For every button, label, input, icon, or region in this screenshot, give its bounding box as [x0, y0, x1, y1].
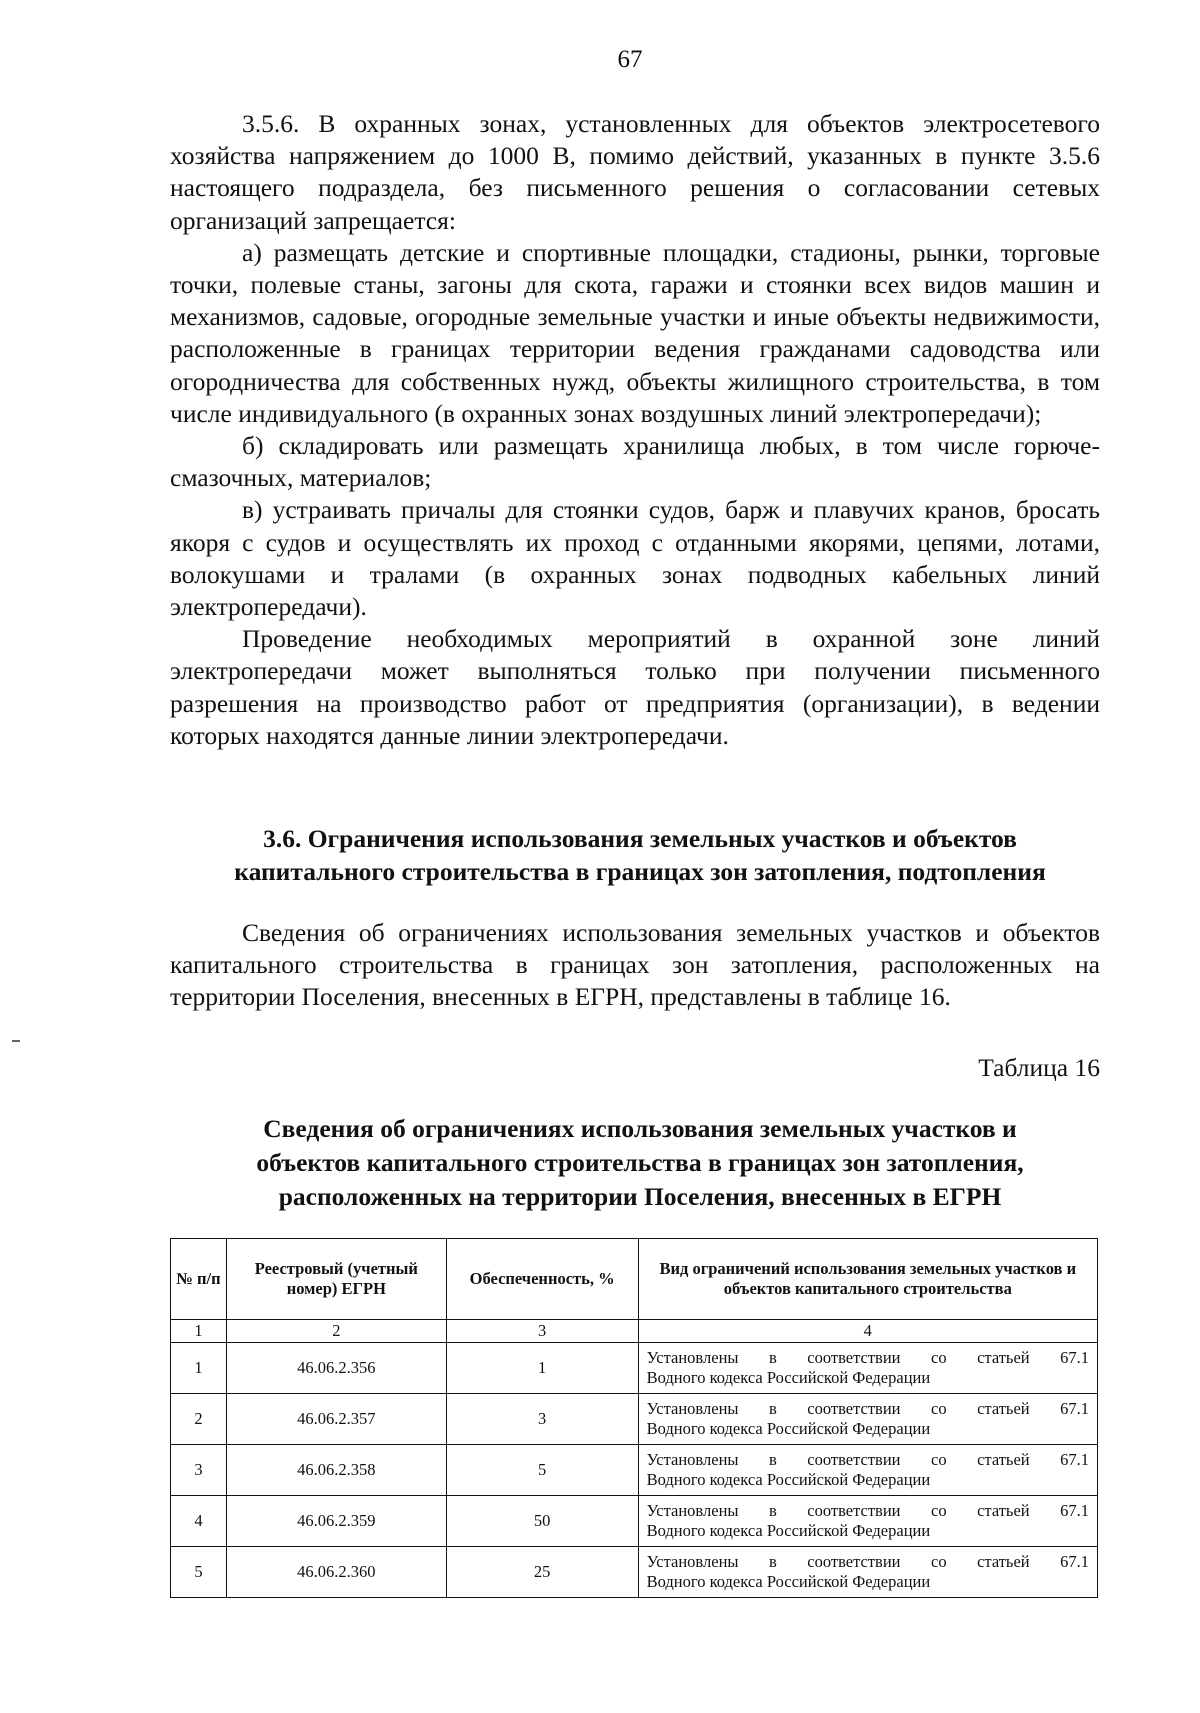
intro-text	[170, 108, 1100, 752]
table-row	[171, 1547, 1098, 1598]
table-row	[171, 1394, 1098, 1445]
section-heading-line: капитального строительства в границах зон затопления, подтопления	[234, 857, 1046, 886]
list-item-c: в) устраивать причалы для стоянки судов, барж и плавучих кранов, бросать якоря с судов и осуществлять их проход с отданными якорями, цепями, лотами, волокушами и тралами (в охранных зонах подводных кабельных линий электропередачи).	[170, 495, 1100, 622]
restrictions-table	[170, 1238, 1098, 1598]
cell-probability: 3	[446, 1394, 638, 1445]
header-probability: Обеспеченность, %	[446, 1239, 638, 1320]
restriction-text-line: Водного кодекса Российской Федерации	[646, 1521, 931, 1540]
cell-registry-number: 46.06.2.358	[226, 1445, 446, 1496]
cell-registry-number: 46.06.2.360	[226, 1547, 446, 1598]
cell-restriction-kind	[638, 1496, 1097, 1547]
section-text	[170, 917, 1100, 1014]
table-row	[171, 1496, 1098, 1547]
restriction-text-line: Водного кодекса Российской Федерации	[646, 1368, 931, 1387]
table-header-row	[171, 1239, 1098, 1320]
table-row	[171, 1445, 1098, 1496]
scan-margin-mark	[12, 1040, 20, 1042]
table-label: Таблица 16	[978, 1053, 1100, 1082]
table-title-line: расположенных на территории Поселения, внесенных в ЕГРН	[278, 1182, 1002, 1211]
cell-restriction-kind	[638, 1547, 1097, 1598]
restriction-text-line: Установлены в соответствии со статьей 67.1	[646, 1450, 1089, 1469]
cell-num: 3	[171, 1445, 227, 1496]
restriction-text-line: Водного кодекса Российской Федерации	[646, 1470, 931, 1489]
table-title-line: объектов капитального строительства в границах зон затопления,	[256, 1148, 1024, 1177]
header-registry-number: Реестровый (учетный номер) ЕГРН	[226, 1239, 446, 1320]
column-number: 1	[171, 1320, 227, 1343]
cell-probability: 5	[446, 1445, 638, 1496]
paragraph-table-reference: Сведения об ограничениях использования земельных участков и объектов капитального строительства в границах зон затопления, расположенных на территории Поселения, внесенных в ЕГРН, представлены в таблице 16.	[170, 918, 1100, 1012]
header-restriction-kind: Вид ограничений использования земельных участков и объектов капитального строительства	[638, 1239, 1097, 1320]
paragraph-works-permit: Проведение необходимых мероприятий в охранной зоне линий электропередачи может выполняться только при получении письменного разрешения на производство работ от предприятия (организации), в ведении которых находятся данные линии электропередачи.	[170, 624, 1100, 750]
column-number: 2	[226, 1320, 446, 1343]
restriction-text-line: Установлены в соответствии со статьей 67.1	[646, 1348, 1089, 1367]
cell-registry-number: 46.06.2.357	[226, 1394, 446, 1445]
table-title-line: Сведения об ограничениях использования земельных участков и	[263, 1114, 1017, 1143]
table-row	[171, 1343, 1098, 1394]
cell-restriction-kind	[638, 1394, 1097, 1445]
column-number-row	[171, 1320, 1098, 1343]
cell-num: 1	[171, 1343, 227, 1394]
restriction-text-line: Водного кодекса Российской Федерации	[646, 1419, 931, 1438]
page-number: 67	[617, 46, 643, 73]
section-heading-line: 3.6. Ограничения использования земельных участков и объектов	[263, 824, 1017, 853]
cell-restriction-kind	[638, 1445, 1097, 1496]
cell-registry-number: 46.06.2.359	[226, 1496, 446, 1547]
paragraph-3-5-6: 3.5.6. В охранных зонах, установленных для объектов электросетевого хозяйства напряжением до 1000 В, помимо действий, указанных в пункте 3.5.6 настоящего подраздела, без письменного решения о согласовании сетевых организаций запрещается:	[170, 109, 1100, 235]
restriction-text-line: Водного кодекса Российской Федерации	[646, 1572, 931, 1591]
list-item-a: а) размещать детские и спортивные площадки, стадионы, рынки, торговые точки, полевые станы, загоны для скота, гаражи и стоянки всех видов машин и механизмов, садовые, огородные земельные участки и иные объекты недвижимости, расположенные в границах территории ведения гражданами садоводства или огородничества для собственных нужд, объекты жилищного строительства, в том числе индивидуального (в охранных зонах воздушных линий электропередачи);	[170, 237, 1100, 428]
column-number: 4	[638, 1320, 1097, 1343]
restriction-text-line: Установлены в соответствии со статьей 67.1	[646, 1399, 1089, 1418]
header-num: № п/п	[171, 1239, 227, 1320]
restriction-text-line: Установлены в соответствии со статьей 67.1	[646, 1552, 1089, 1571]
section-heading-3-6	[160, 822, 1120, 888]
cell-num: 2	[171, 1394, 227, 1445]
column-number: 3	[446, 1320, 638, 1343]
table-title	[160, 1112, 1120, 1214]
cell-restriction-kind	[638, 1343, 1097, 1394]
cell-probability: 25	[446, 1547, 638, 1598]
cell-probability: 50	[446, 1496, 638, 1547]
cell-num: 4	[171, 1496, 227, 1547]
cell-registry-number: 46.06.2.356	[226, 1343, 446, 1394]
restriction-text-line: Установлены в соответствии со статьей 67.1	[646, 1501, 1089, 1520]
cell-probability: 1	[446, 1343, 638, 1394]
list-item-b: б) складировать или размещать хранилища любых, в том числе горюче-смазочных, материалов;	[170, 431, 1100, 493]
cell-num: 5	[171, 1547, 227, 1598]
